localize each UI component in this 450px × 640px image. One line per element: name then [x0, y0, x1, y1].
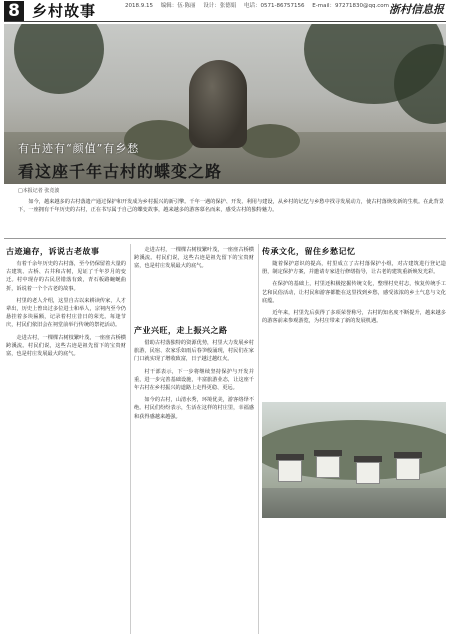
body-paragraph: 走进古村，一棵棵古树枝繁叶茂，一座座古桥横跨溪流。村民们说，这些古迹是祖先留下的宝贵财富，也是村庄发展最大的底气。 [134, 247, 254, 270]
lead-paragraph [18, 198, 444, 214]
body-paragraph: 走进古村，一棵棵古树枝繁叶茂，一座座古桥横跨溪流。村民们说，这些古迹是祖先留下的宝贵财富，也是村庄发展最大的底气。 [6, 334, 126, 358]
body-paragraph: 近年来，村里先后获得了多项荣誉称号，古村的知名度不断提升，越来越多的游客前来参观游览，为村庄带来了新的发展机遇。 [262, 310, 446, 325]
section-divider [4, 238, 446, 239]
caption-quote: “颜值” [66, 142, 104, 155]
contact-phone: 电话：0571-86757156 [244, 3, 305, 9]
masthead-meta [125, 3, 395, 9]
section-heading: 古迹遍存，诉说古老故事 [6, 247, 100, 256]
lead-text: 如今，越来越多的古村落遗产通过保护和开发成为乡村振兴的新引擎。千年一遇的保护、开发、利用与建设，从乡村的记忆与乡愁中找寻发展动力，使古村落焕发新的生机。在此背景下，一座拥有千年历史的古村，正在书写属于自己的蝶变故事，越来越多的游客慕名而来，感受古村的独特魅力。 [18, 199, 444, 214]
column-3 [262, 246, 446, 325]
tree-foliage [14, 24, 104, 94]
article-headline: 看这座千年古村的蝶变之路 [18, 162, 223, 181]
page-header [0, 0, 450, 22]
column-1 [6, 246, 126, 358]
column-2 [134, 246, 254, 271]
pond [262, 488, 446, 518]
contact-email: E-mail：97271830@qq.com [312, 3, 389, 9]
house [396, 458, 420, 480]
section-heading: 传承文化，留住乡愁记忆 [262, 247, 356, 256]
caption-suffix: 有乡愁 [103, 142, 140, 155]
column-rule [258, 244, 259, 634]
house [278, 460, 302, 482]
column-2-lower [134, 325, 254, 421]
reporter-credit: □本报记者 张竞波 [18, 188, 60, 194]
ancient-stone-monument [189, 60, 247, 148]
hero-caption [18, 142, 139, 155]
byline [18, 188, 65, 194]
body-paragraph: 如今的古村，山清水秀，环境优美，游客络绎不绝。村民们纷纷表示，生活在这样的村庄里，幸福感和获得感越来越强。 [134, 397, 254, 420]
issue-date: 2018.9.15 [125, 3, 153, 9]
section-title: 乡村故事 [32, 2, 97, 20]
page-number: 8 [4, 1, 24, 21]
body-paragraph: 村里的老人介绍，这里自古以来耕读传家，人才辈出，历史上曾出过多位进士和举人，宗祠内至今仍悬挂着多块匾额，记录着村庄昔日的荣光。每逢节庆，村民们依旧会在祠堂前举行传统的祭祀活动。 [6, 297, 126, 329]
hero-photo [4, 24, 446, 184]
section-heading: 产业兴旺，走上振兴之路 [134, 326, 228, 335]
body-paragraph: 有着千余年历史的古村落，至今仍保留着大量的古建筑、古桥、古井和古树，见证了千年岁月的变迁。村中现存的古民居错落有致，青石板路蜿蜒曲折，诉说着一个个古老的故事。 [6, 261, 126, 292]
body-paragraph: 随着保护意识的提高，村里成立了古村落保护小组，对古建筑进行登记造册，制定保护方案，并邀请专家进行修缮指导，让古老的建筑重新焕发光彩。 [262, 261, 446, 276]
village-photo [262, 402, 446, 518]
caption-prefix: 有古迹有 [18, 142, 66, 155]
newspaper-logo: 浙村信息报 [389, 3, 444, 16]
shrub [240, 124, 300, 158]
body-paragraph: 村干部表示，下一步将继续坚持保护与开发并重，进一步完善基础设施，丰富旅游业态，让这座千年古村在乡村振兴的道路上走得更稳、更远。 [134, 368, 254, 392]
body-paragraph: 借助古村落独特的资源优势，村里大力发展乡村旅游，民宿、农家乐如雨后春笋般涌现，村民们在家门口就实现了增收致富，日子越过越红火。 [134, 340, 254, 363]
body-paragraph: 在保护的基础上，村里还积极挖掘传统文化，整理村史村志，恢复传统手工艺和民俗活动，让村民和游客都能在这里找到乡愁，感受浓浓的乡土气息与文化底蕴。 [262, 281, 446, 304]
column-rule [130, 244, 131, 634]
designer-credit: 设计：张德娟 [203, 3, 237, 9]
house [316, 456, 340, 478]
editor-credit: 编辑：伍·陈丽 [160, 3, 196, 9]
header-rule [4, 21, 446, 22]
house [356, 462, 380, 484]
